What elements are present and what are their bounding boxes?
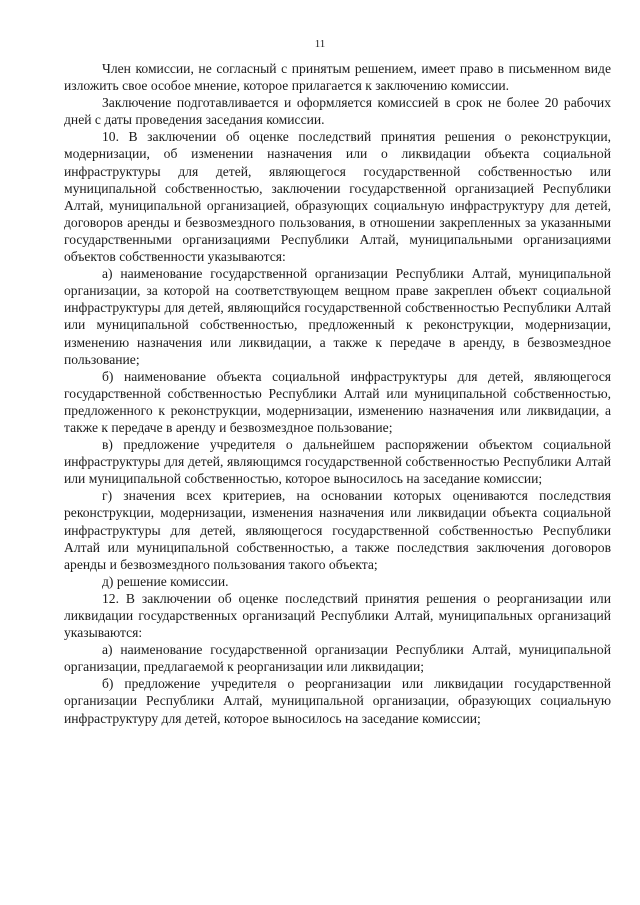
paragraph-item-12a: а) наименование государственной организации Республики Алтай, муниципальной организации, предлагаемой к реорганизации или ликвидации; xyxy=(64,642,611,675)
document-body xyxy=(64,60,611,727)
paragraph-item-10d: д) решение комиссии. xyxy=(102,573,229,589)
paragraph-item-12: 12. В заключении об оценке последствий принятия решения о реорганизации или ликвидации государственных организаций Республики Алтай, муниципальных организаций указываются: xyxy=(64,590,611,641)
paragraph-item-10: 10. В заключении об оценке последствий принятия решения о реконструкции, модернизации, об изменении назначения или о ликвидации объекта социальной инфраструктуры для детей, являющегося государственной собственностью или муниципальной собственностью, заключении государственной организацией Республики Алтай, муниципальной организацией, образующих социальную инфраструктуру для детей, договоров аренды и безвозмездного пользования, в отношении закрепленных за указанными государственными организациями Республики Алтай, муниципальными организациями объектов собственности указываются: xyxy=(64,129,611,265)
paragraph-item-10g: г) значения всех критериев, на основании которых оцениваются последствия реконструкции, модернизации, изменения назначения или ликвидации объекта социальной инфраструктуры для детей, являющегося государственной собственностью Республики Алтай или муниципальной собственностью, а также последствия заключения договоров аренды и безвозмездного пользования такого объекта; xyxy=(64,488,611,572)
paragraph-dissent: Член комиссии, не согласный с принятым решением, имеет право в письменном виде изложить свое особое мнение, которое прилагается к заключению комиссии. xyxy=(64,61,611,94)
paragraph-deadline: Заключение подготавливается и оформляется комиссией в срок не более 20 рабочих дней с даты проведения заседания комиссии. xyxy=(64,95,611,128)
paragraph-item-10v: в) предложение учредителя о дальнейшем распоряжении объектом социальной инфраструктуры для детей, являющимся государственной собственностью Республики Алтай или муниципальной собственностью, которое выносилось на заседание комиссии; xyxy=(64,437,611,487)
paragraph-item-10b: б) наименование объекта социальной инфраструктуры для детей, являющегося государственной собственностью Республики Алтай или муниципальной собственностью, предложенного к реконструкции, модернизации, изменению назначения или ликвидации, а также к передаче в аренду и безвозмездное пользование; xyxy=(64,368,611,435)
paragraph-item-10a: а) наименование государственной организации Республики Алтай, муниципальной организации, за которой на соответствующем вещном праве закреплен объект социальной инфраструктуры для детей, являющийся государственной собственностью Республики Алтай или муниципальной собственностью, предложенный к реконструкции, модернизации, изменению назначения или ликвидации, а также к передаче в аренду, в безвозмездное пользование; xyxy=(64,266,611,367)
paragraph-item-12b: б) предложение учредителя о реорганизации или ликвидации государственной организации Республики Алтай, муниципальной организации, образующих социальную инфраструктуру для детей, которое выносилось на заседание комиссии; xyxy=(64,676,611,726)
page-number: 11 xyxy=(314,38,326,50)
